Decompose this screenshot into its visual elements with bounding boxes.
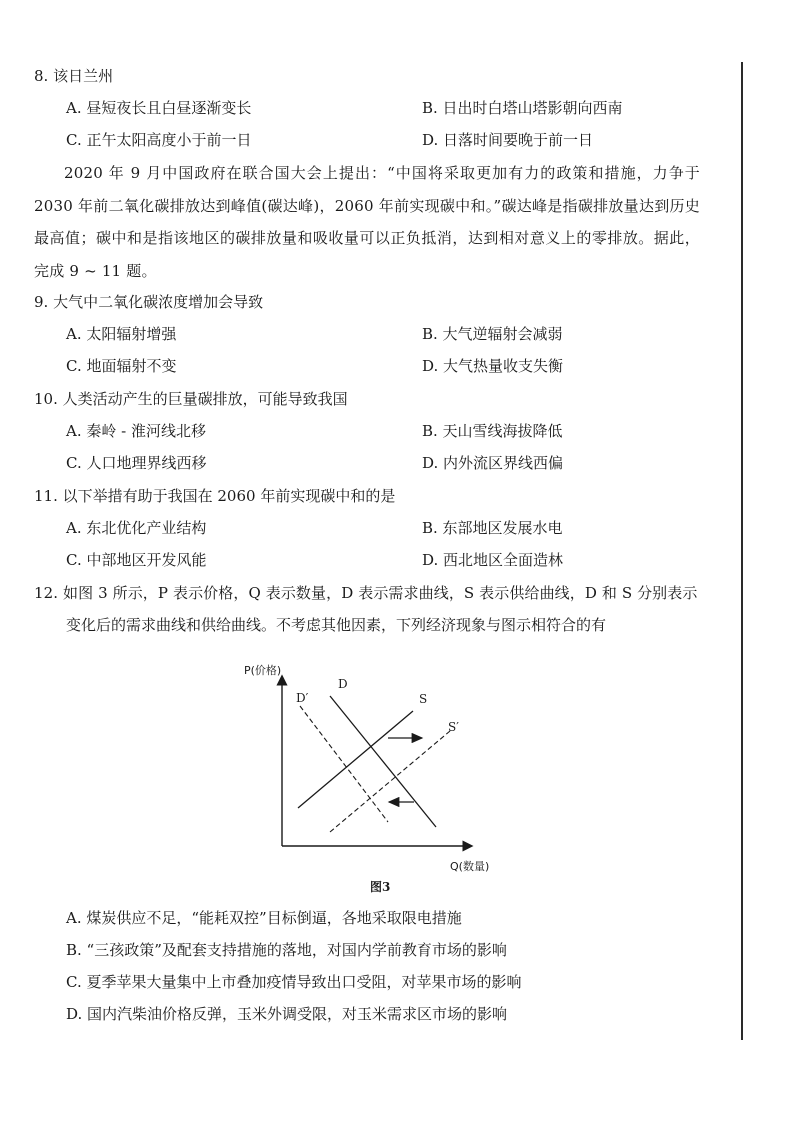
q9-stem: 9. 大气中二氧化碳浓度增加会导致 bbox=[34, 293, 264, 311]
q11-option-d: D. 西北地区全面造林 bbox=[422, 551, 564, 569]
q9-option-a: A. 太阳辐射增强 bbox=[66, 325, 177, 343]
q12-stem-line1: 12. 如图 3 所示，P 表示价格，Q 表示数量，D 表示需求曲线，S 表示供给曲线，D 和 S 分别表示 bbox=[34, 584, 698, 602]
q9-option-b: B. 大气逆辐射会减弱 bbox=[422, 325, 563, 343]
q10-option-b: B. 天山雪线海拔降低 bbox=[422, 422, 563, 440]
supply-curve-s-prime bbox=[330, 731, 450, 832]
label-s: S bbox=[419, 692, 428, 706]
x-axis-label: Q(数量) bbox=[450, 860, 490, 873]
q9-option-c: C. 地面辐射不变 bbox=[66, 357, 177, 375]
q11-stem: 11. 以下举措有助于我国在 2060 年前实现碳中和的是 bbox=[34, 487, 396, 505]
q10-option-c: C. 人口地理界线西移 bbox=[66, 454, 207, 472]
label-d-prime: D′ bbox=[296, 691, 309, 705]
q10-stem: 10. 人类活动产生的巨量碳排放，可能导致我国 bbox=[34, 390, 348, 408]
q12-option-a: A. 煤炭供应不足，“能耗双控”目标倒逼，各地采取限电措施 bbox=[66, 909, 462, 927]
figure-3 bbox=[238, 658, 538, 898]
passage: 2020 年 9 月中国政府在联合国大会上提出：“中国将采取更加有力的政策和措施，力争于2030 年前二氧化碳排放达到峰值(碳达峰)，2060 年前实现碳中和。”碳达峰是指碳排放量达到历史最高值；碳中和是指该地区的碳排放量和吸收量可以正负抵消，达到相对意义上的零排放。据此，完成 9 ~ 11 题。 bbox=[34, 164, 700, 280]
figure-caption: 图3 bbox=[370, 880, 391, 894]
q12-option-b: B. “三孩政策”及配套支持措施的落地，对国内学前教育市场的影响 bbox=[66, 941, 507, 959]
q11-option-b: B. 东部地区发展水电 bbox=[422, 519, 563, 537]
label-s-prime: S′ bbox=[448, 720, 459, 734]
q8-stem: 8. 该日兰州 bbox=[34, 67, 114, 85]
q8-option-b: B. 日出时白塔山塔影朝向西南 bbox=[422, 99, 623, 117]
q9-option-d: D. 大气热量收支失衡 bbox=[422, 357, 564, 375]
y-axis-label: P(价格) bbox=[244, 664, 282, 677]
q8-option-a: A. 昼短夜长且白昼逐渐变长 bbox=[66, 99, 252, 117]
q12-stem-line2: 变化后的需求曲线和供给曲线。不考虑其他因素，下列经济现象与图示相符合的有 bbox=[66, 616, 607, 634]
q8-option-c: C. 正午太阳高度小于前一日 bbox=[66, 131, 252, 149]
q11-option-c: C. 中部地区开发风能 bbox=[66, 551, 207, 569]
q8-option-d: D. 日落时间要晚于前一日 bbox=[422, 131, 594, 149]
demand-curve-d-prime bbox=[300, 706, 388, 822]
q12-option-d: D. 国内汽柴油价格反弹，玉米外调受限，对玉米需求区市场的影响 bbox=[66, 1005, 508, 1023]
supply-demand-diagram bbox=[238, 658, 538, 898]
q10-option-d: D. 内外流区界线西偏 bbox=[422, 454, 564, 472]
column-divider bbox=[741, 62, 743, 1040]
q10-option-a: A. 秦岭 - 淮河线北移 bbox=[66, 422, 206, 440]
demand-curve-d bbox=[330, 696, 436, 827]
label-d: D bbox=[338, 677, 348, 691]
q12-option-c: C. 夏季苹果大量集中上市叠加疫情导致出口受阻，对苹果市场的影响 bbox=[66, 973, 522, 991]
q11-option-a: A. 东北优化产业结构 bbox=[66, 519, 207, 537]
